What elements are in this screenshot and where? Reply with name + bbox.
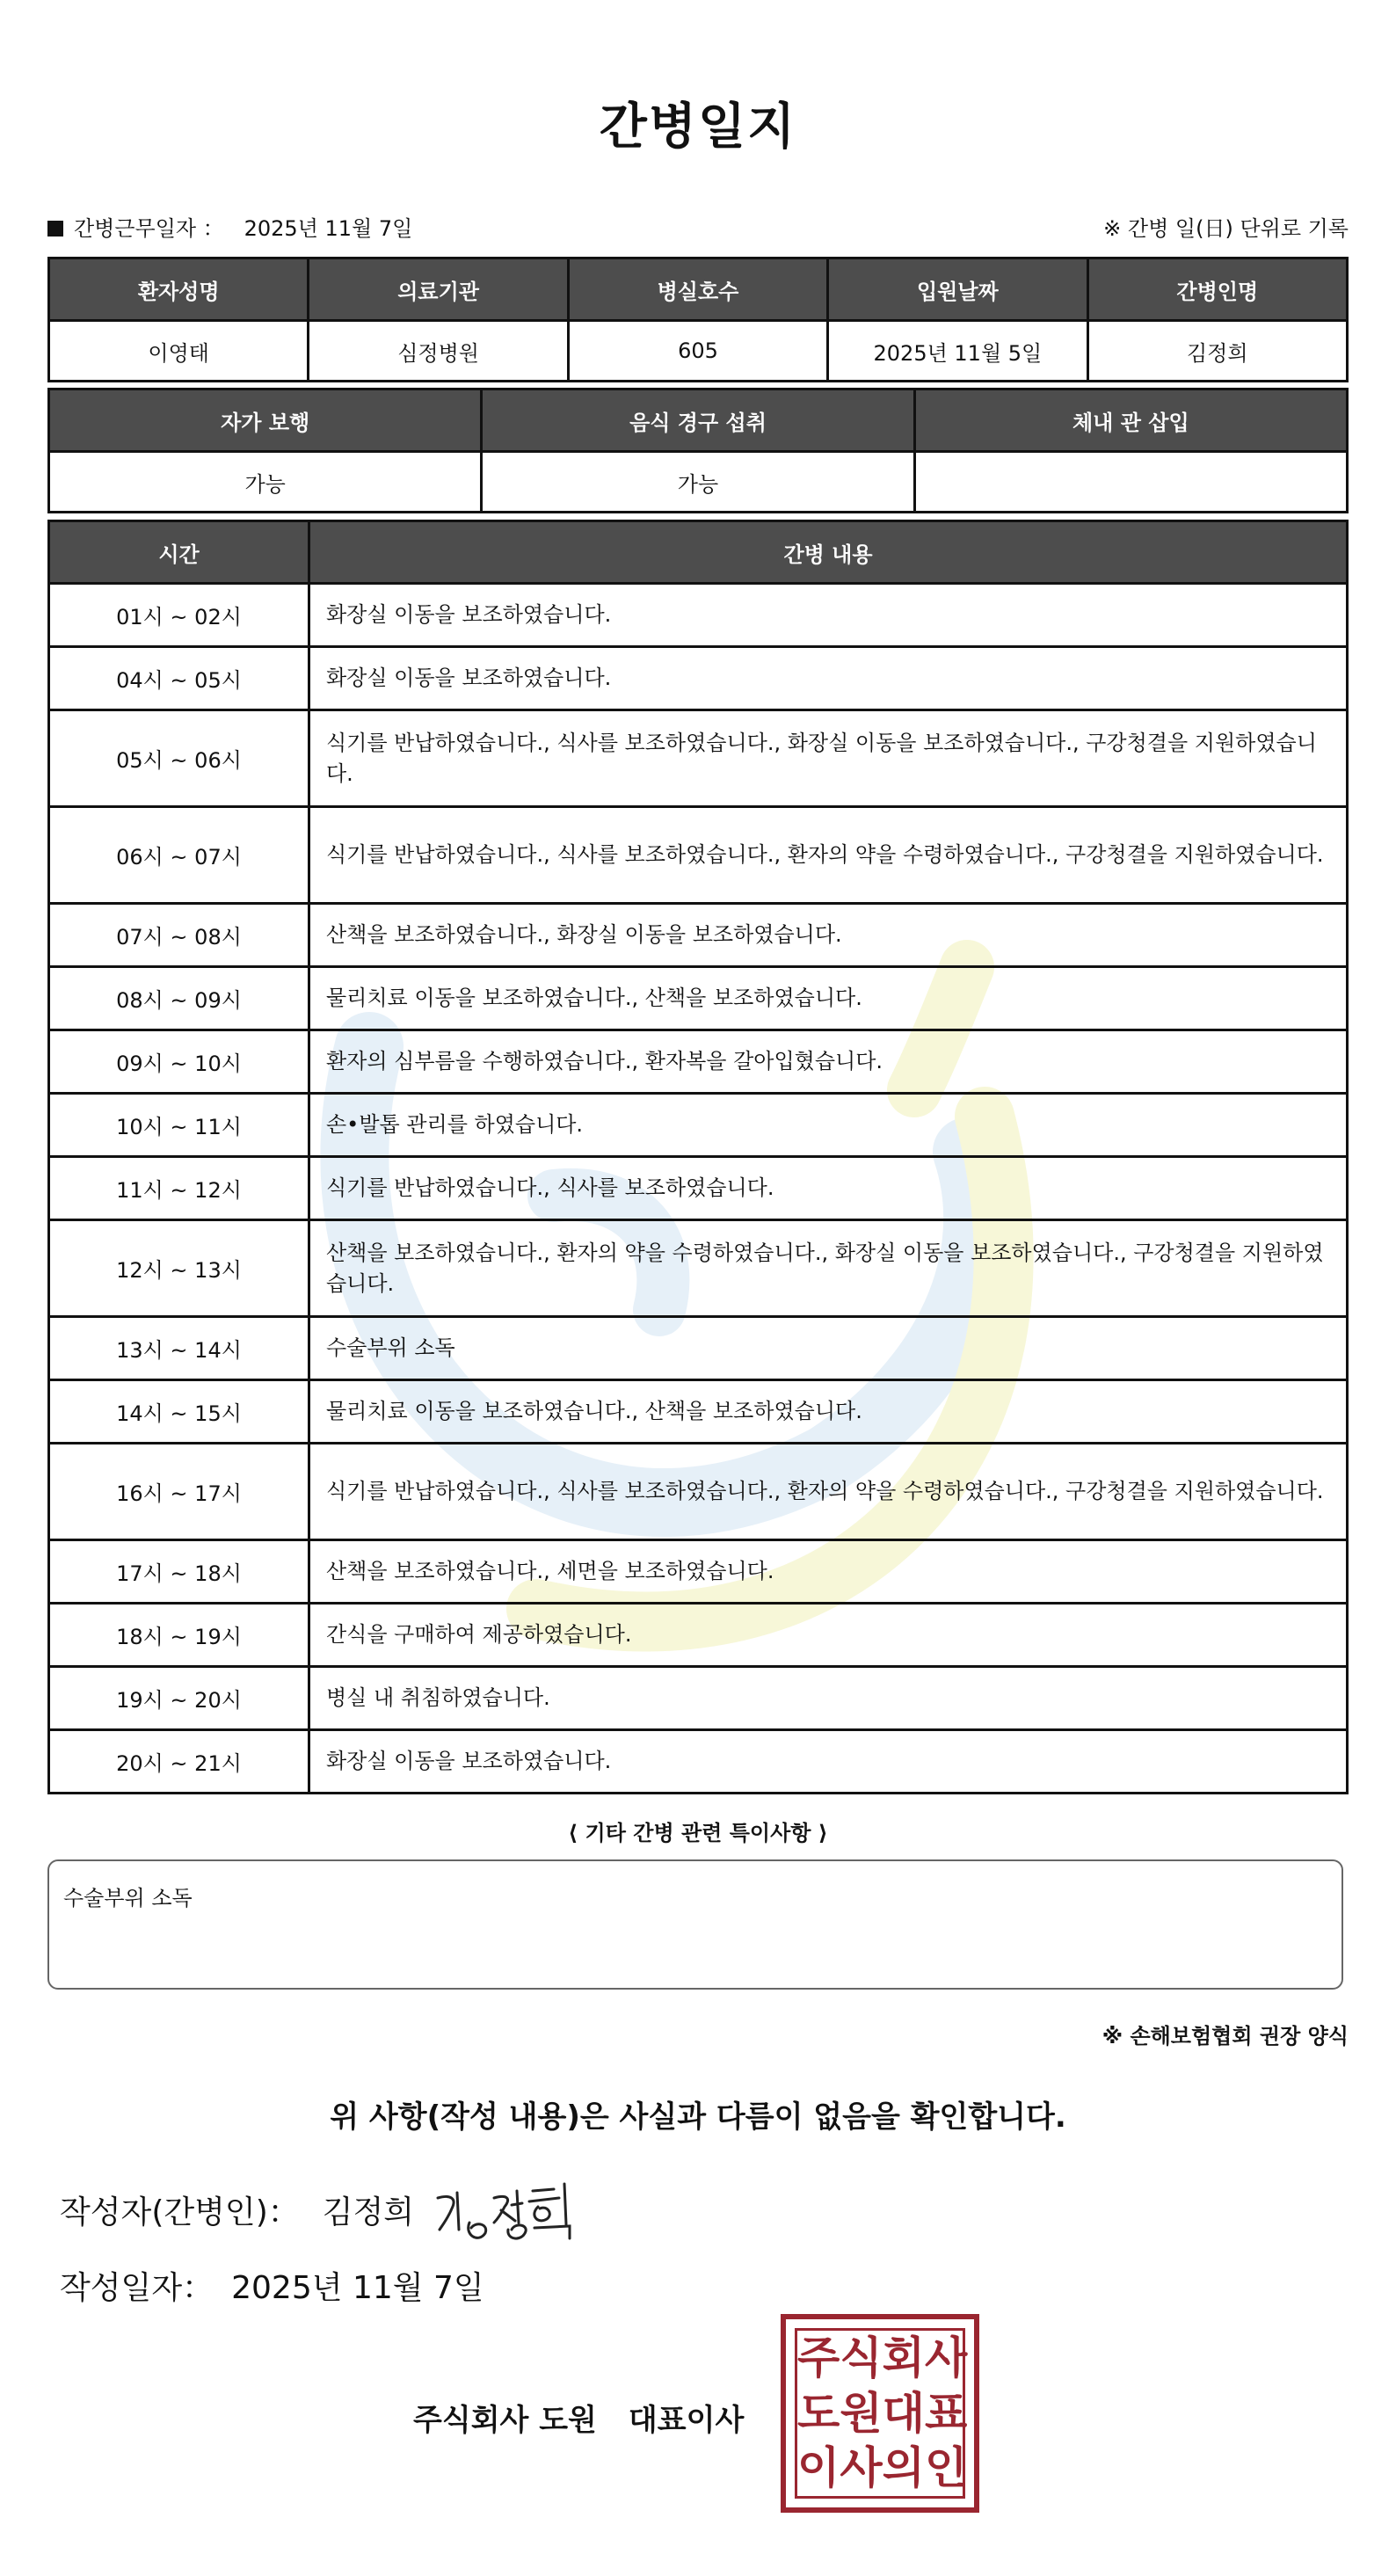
care-log-table <box>47 520 1349 1794</box>
log-time: 16시 ~ 17시 <box>49 1444 309 1540</box>
log-content: 환자의 심부름을 수행하였습니다., 환자복을 갈아입혔습니다. <box>309 1030 1348 1094</box>
seal-character: 표 <box>924 2387 968 2439</box>
seal-character: 사 <box>840 2442 883 2494</box>
log-time: 09시 ~ 10시 <box>49 1030 309 1094</box>
work-date <box>47 211 412 242</box>
log-time: 20시 ~ 21시 <box>49 1730 309 1794</box>
log-time: 06시 ~ 07시 <box>49 807 309 904</box>
handwritten-signature <box>431 2172 589 2251</box>
table-row <box>49 1030 1348 1094</box>
writer-line <box>60 2187 414 2232</box>
header-caregiver-name: 간병인명 <box>1087 258 1347 321</box>
table-row <box>49 1730 1348 1794</box>
table-row <box>49 584 1348 647</box>
daily-record-note: ※ 간병 일(日) 단위로 기록 <box>1103 216 1349 241</box>
oral-intake-value: 가능 <box>482 452 914 513</box>
work-date-value: 2025년 11월 7일 <box>244 216 413 241</box>
table-row <box>49 1094 1348 1157</box>
caregiver-name: 김정희 <box>1087 321 1347 382</box>
written-date-label: 작성일자： <box>60 2270 214 2306</box>
seal-character: 식 <box>840 2332 883 2384</box>
table-row <box>49 1667 1348 1730</box>
table-row <box>49 1220 1348 1317</box>
log-content: 물리치료 이동을 보조하였습니다., 산책을 보조하였습니다. <box>309 967 1348 1030</box>
work-date-label: 간병근무일자 ： <box>74 216 224 241</box>
log-content: 산책을 보조하였습니다., 환자의 약을 수령하였습니다., 화장실 이동을 보조하였습니다., 구강청결을 지원하였습니다. <box>309 1220 1348 1317</box>
company-name: 주식회사 도원 <box>413 2403 597 2438</box>
document-title: 간병일지 <box>599 98 797 156</box>
writer-name: 김정희 <box>322 2194 415 2230</box>
seal-character: 주 <box>797 2332 840 2384</box>
table-row <box>49 1157 1348 1220</box>
special-notes-box: 수술부위 소독 <box>47 1859 1343 1990</box>
seal-character: 의 <box>882 2442 925 2494</box>
log-content: 화장실 이동을 보조하였습니다. <box>309 647 1348 710</box>
header-room-number: 병실호수 <box>568 258 827 321</box>
tube-insertion-value <box>914 452 1347 513</box>
table-row <box>49 710 1348 807</box>
seal-character: 인 <box>924 2442 968 2494</box>
header-time: 시간 <box>49 521 309 584</box>
log-time: 10시 ~ 11시 <box>49 1094 309 1157</box>
log-content: 손•발톱 관리를 하였습니다. <box>309 1094 1348 1157</box>
seal-character: 이 <box>797 2442 840 2494</box>
header-admission-date: 입원날짜 <box>828 258 1087 321</box>
log-time: 11시 ~ 12시 <box>49 1157 309 1220</box>
company-seal <box>781 2314 979 2513</box>
recommended-form-note: ※ 손해보험협회 권장 양식 <box>1102 2024 1349 2048</box>
log-time: 04시 ~ 05시 <box>49 647 309 710</box>
header-self-walking: 자가 보행 <box>49 389 482 452</box>
meta-row <box>47 211 1349 243</box>
log-time: 18시 ~ 19시 <box>49 1604 309 1667</box>
seal-row <box>797 2441 968 2496</box>
seal-character: 대 <box>882 2387 925 2439</box>
log-content: 식기를 반납하였습니다., 식사를 보조하였습니다., 환자의 약을 수령하였습니다., 구강청결을 지원하였습니다. <box>309 1444 1348 1540</box>
header-oral-intake: 음식 경구 섭취 <box>482 389 914 452</box>
seal-row <box>797 2331 968 2386</box>
log-content: 산책을 보조하였습니다., 세면을 보조하였습니다. <box>309 1540 1348 1604</box>
log-time: 13시 ~ 14시 <box>49 1317 309 1380</box>
table-row <box>49 1540 1348 1604</box>
special-notes-title: ⟨ 기타 간병 관련 특이사항 ⟩ <box>568 1821 828 1845</box>
table-row <box>49 647 1348 710</box>
table-row <box>49 1444 1348 1540</box>
admission-date: 2025년 11월 5일 <box>828 321 1087 382</box>
representative-title: 대표이사 <box>628 2403 745 2438</box>
seal-character: 도 <box>797 2387 840 2439</box>
log-time: 05시 ~ 06시 <box>49 710 309 807</box>
log-content: 물리치료 이동을 보조하였습니다., 산책을 보조하였습니다. <box>309 1380 1348 1444</box>
header-hospital: 의료기관 <box>309 258 568 321</box>
table-row <box>49 1317 1348 1380</box>
table-row <box>49 1604 1348 1667</box>
table-row <box>49 967 1348 1030</box>
table-row <box>49 904 1348 967</box>
seal-character: 사 <box>924 2332 968 2384</box>
hospital-name: 심정병원 <box>309 321 568 382</box>
log-time: 08시 ~ 09시 <box>49 967 309 1030</box>
seal-inner <box>795 2328 968 2499</box>
table-row <box>49 1380 1348 1444</box>
header-care-content: 간병 내용 <box>309 521 1348 584</box>
log-content: 식기를 반납하였습니다., 식사를 보조하였습니다., 환자의 약을 수령하였습니다., 구강청결을 지원하였습니다. <box>309 807 1348 904</box>
log-content: 식기를 반납하였습니다., 식사를 보조하였습니다., 화장실 이동을 보조하였습니다., 구강청결을 지원하였습니다. <box>309 710 1348 807</box>
writer-label: 작성자(간병인)： <box>60 2194 300 2230</box>
log-time: 17시 ~ 18시 <box>49 1540 309 1604</box>
room-number: 605 <box>568 321 827 382</box>
log-content: 화장실 이동을 보조하였습니다. <box>309 584 1348 647</box>
company-line <box>413 2396 744 2439</box>
written-date-line <box>60 2263 484 2308</box>
header-tube-insertion: 체내 관 삽입 <box>914 389 1347 452</box>
patient-name: 이영태 <box>49 321 309 382</box>
confirmation-statement: 위 사항(작성 내용)은 사실과 다름이 없음을 확인합니다. <box>330 2099 1066 2135</box>
log-content: 병실 내 취침하였습니다. <box>309 1667 1348 1730</box>
log-content: 화장실 이동을 보조하였습니다. <box>309 1730 1348 1794</box>
log-time: 19시 ~ 20시 <box>49 1667 309 1730</box>
log-content: 간식을 구매하여 제공하였습니다. <box>309 1604 1348 1667</box>
seal-character: 원 <box>840 2387 883 2439</box>
square-bullet-icon <box>47 221 63 236</box>
log-time: 01시 ~ 02시 <box>49 584 309 647</box>
patient-info-table <box>47 257 1349 382</box>
log-content: 식기를 반납하였습니다., 식사를 보조하였습니다. <box>309 1157 1348 1220</box>
self-walking-value: 가능 <box>49 452 482 513</box>
seal-character: 회 <box>882 2332 925 2384</box>
seal-row <box>797 2386 968 2441</box>
table-row <box>49 807 1348 904</box>
log-content: 수술부위 소독 <box>309 1317 1348 1380</box>
log-content: 산책을 보조하였습니다., 화장실 이동을 보조하였습니다. <box>309 904 1348 967</box>
log-time: 12시 ~ 13시 <box>49 1220 309 1317</box>
log-time: 07시 ~ 08시 <box>49 904 309 967</box>
log-time: 14시 ~ 15시 <box>49 1380 309 1444</box>
header-patient-name: 환자성명 <box>49 258 309 321</box>
written-date-value: 2025년 11월 7일 <box>231 2270 484 2306</box>
patient-status-table <box>47 388 1349 513</box>
